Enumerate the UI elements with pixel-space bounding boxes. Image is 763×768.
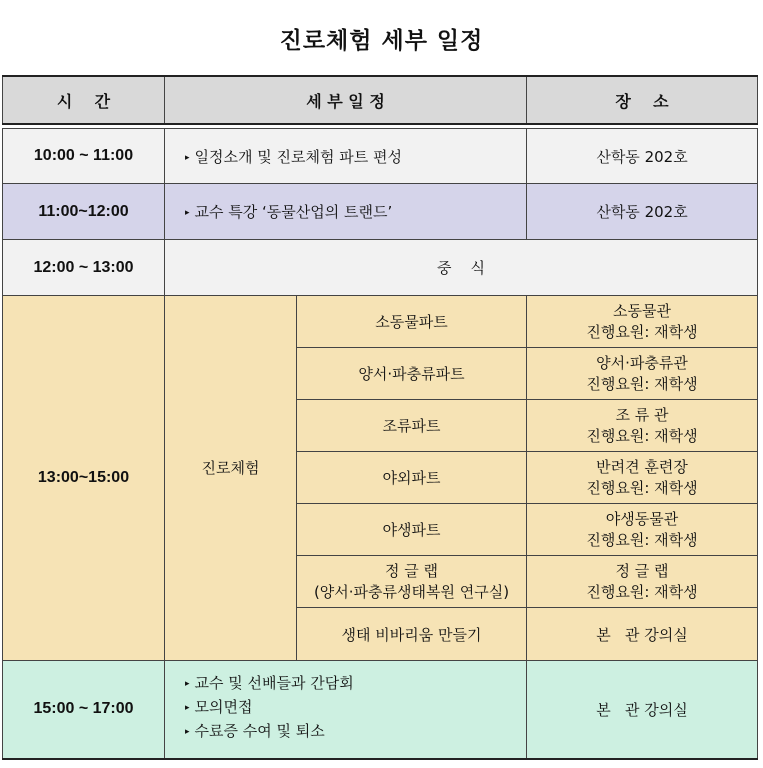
bullet-icon: ▸ <box>185 152 190 163</box>
part-name: 소동물파트 <box>297 296 527 348</box>
row-place: 산학동 202호 <box>527 184 758 240</box>
final-time: 15:00 ~ 17:00 <box>3 661 165 759</box>
part-name: 야생파트 <box>297 504 527 556</box>
part-name: 양서·파충류파트 <box>297 348 527 400</box>
part-place: 조 류 관 진행요원: 재학생 <box>527 400 758 452</box>
list-item: ▸ 모의면접 <box>185 698 253 717</box>
schedule-row <box>3 129 758 184</box>
bullet-icon: ▸ <box>185 703 190 714</box>
lunch-cell: 중 식 <box>165 240 758 296</box>
final-place: 본 관 강의실 <box>527 661 758 759</box>
schedule-row <box>3 661 758 759</box>
row-detail: ▸ 일정소개 및 진로체험 파트 편성 <box>165 129 527 184</box>
experience-time: 13:00~15:00 <box>3 296 165 661</box>
part-place: 양서·파충류관 진행요원: 재학생 <box>527 348 758 400</box>
part-place: 반려견 훈련장 진행요원: 재학생 <box>527 452 758 504</box>
part-name: 조류파트 <box>297 400 527 452</box>
experience-group: 진로체험 <box>165 296 297 661</box>
schedule-row <box>3 184 758 240</box>
row-detail: ▸ 교수 특강 ‘동물산업의 트랜드’ <box>165 184 527 240</box>
part-place: 야생동물관 진행요원: 재학생 <box>527 504 758 556</box>
part-name: 야외파트 <box>297 452 527 504</box>
row-time: 12:00 ~ 13:00 <box>3 240 165 296</box>
header-row <box>3 76 758 124</box>
schedule-row <box>3 240 758 296</box>
page-title: 진로체험 세부 일정 <box>279 28 484 54</box>
part-place: 소동물관 진행요원: 재학생 <box>527 296 758 348</box>
header-time: 시 간 <box>3 76 165 124</box>
header-detail: 세 부 일 정 <box>165 76 527 124</box>
list-item: ▸ 교수 및 선배들과 간담회 <box>185 674 354 693</box>
row-time: 11:00~12:00 <box>3 184 165 240</box>
bullet-icon: ▸ <box>185 679 190 690</box>
part-row <box>3 296 758 348</box>
row-place: 산학동 202호 <box>527 129 758 184</box>
part-place: 본 관 강의실 <box>527 608 758 661</box>
row-time: 10:00 ~ 11:00 <box>3 129 165 184</box>
bullet-icon: ▸ <box>185 208 190 218</box>
part-name: 생태 비바리움 만들기 <box>297 608 527 661</box>
schedule-table <box>2 75 758 760</box>
list-item: ▸ 수료증 수여 및 퇴소 <box>185 722 325 741</box>
final-items <box>165 661 527 759</box>
header-place: 장 소 <box>527 76 758 124</box>
part-place: 정 글 랩 진행요원: 재학생 <box>527 556 758 608</box>
bullet-icon: ▸ <box>185 727 190 738</box>
part-name: 정 글 랩 (양서·파충류생태복원 연구실) <box>297 556 527 608</box>
